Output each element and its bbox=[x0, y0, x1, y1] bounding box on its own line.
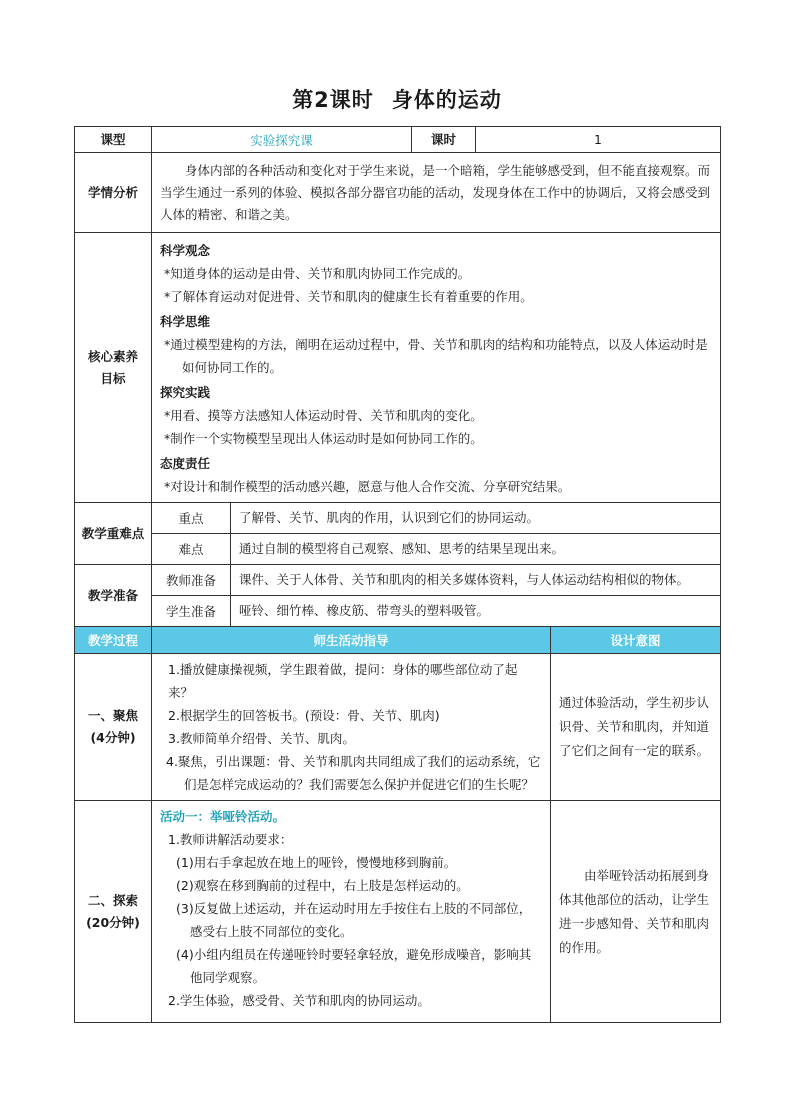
analysis-text: 身体内部的各种活动和变化对于学生来说，是一个暗箱，学生能够感受到，但不能直接观察。而当学生通过一系列的体验、模拟各部分器官功能的活动，发现身体在工作中的协调后，又将会感受到人体的精密、和谐之美。 bbox=[152, 153, 721, 233]
step-line: 3.教师简单介绍骨、关节、肌肉。 bbox=[168, 731, 355, 746]
process-header bbox=[75, 627, 721, 654]
step-line: 4.聚焦，引出课题：骨、关节和肌肉共同组成了我们的运动系统，它们是怎样完成运动的？我们需要怎么保护并促进它们的生长呢？ bbox=[166, 754, 541, 792]
process-header-col2: 师生活动指导 bbox=[152, 627, 551, 654]
focus-text: 了解骨、关节、肌肉的作用，认识到它们的协同运动。 bbox=[231, 503, 721, 534]
row-literacy bbox=[75, 233, 721, 503]
preparation-label: 教学准备 bbox=[75, 565, 152, 627]
sub-step: (1)用右手拿起放在地上的哑铃，慢慢地移到胸前。 bbox=[176, 855, 457, 870]
stage-name: 二、探索 bbox=[87, 892, 138, 908]
row-student-prep bbox=[75, 596, 721, 627]
student-prep-label: 学生准备 bbox=[152, 596, 231, 627]
step-line: 2.学生体验，感受骨、关节和肌肉的协同运动。 bbox=[168, 993, 430, 1008]
stage-content bbox=[152, 654, 551, 801]
lesson-topic: 身体的运动 bbox=[391, 88, 502, 112]
student-prep-text: 哑铃、细竹棒、橡皮筋、带弯头的塑料吸管。 bbox=[231, 596, 721, 627]
row-analysis bbox=[75, 153, 721, 233]
stage-label bbox=[75, 654, 152, 801]
teacher-prep-label: 教师准备 bbox=[152, 565, 231, 596]
row-difficulty bbox=[75, 534, 721, 565]
row-stage-explore bbox=[75, 801, 721, 1023]
lesson-type-label: 课型 bbox=[75, 127, 152, 153]
lesson-type-value: 实验探究课 bbox=[152, 127, 412, 153]
stage-intent: 通过体验活动，学生初步认识骨、关节和肌肉，并知道了它们之间有一定的联系。 bbox=[551, 654, 721, 801]
page-title bbox=[0, 84, 794, 114]
section-item: *了解体育运动对促进骨、关节和肌肉的健康生长有着重要的作用。 bbox=[164, 289, 533, 304]
section-title: 科学观念 bbox=[160, 243, 211, 258]
difficulty-label: 难点 bbox=[152, 534, 231, 565]
literacy-label-line1: 核心素养 bbox=[87, 348, 138, 364]
section-title: 科学思维 bbox=[160, 314, 211, 329]
literacy-label-line2: 目标 bbox=[100, 370, 126, 386]
process-header-col3: 设计意图 bbox=[551, 627, 721, 654]
row-lesson-type bbox=[75, 127, 721, 153]
section-title: 探究实践 bbox=[160, 385, 211, 400]
key-points-label: 教学重难点 bbox=[75, 503, 152, 565]
step-line: 1.播放健康操视频，学生跟着做，提问：身体的哪些部位动了起来？ bbox=[168, 662, 518, 700]
stage-content bbox=[152, 801, 551, 1023]
sub-step: (4)小组内组员在传递哑铃时要轻拿轻放，避免形成噪音，影响其他同学观察。 bbox=[176, 947, 532, 985]
sub-step: (3)反复做上述运动，并在运动时用左手按住右上肢的不同部位，感受右上肢不同部位的变化。 bbox=[176, 901, 532, 939]
process-header-col1: 教学过程 bbox=[75, 627, 152, 654]
analysis-label: 学情分析 bbox=[75, 153, 152, 233]
row-stage-focus bbox=[75, 654, 721, 801]
step-line: 1.教师讲解活动要求： bbox=[168, 832, 293, 847]
lesson-plan-table bbox=[74, 126, 721, 1023]
stage-intent: 由举哑铃活动拓展到身体其他部位的活动，让学生进一步感知骨、关节和肌肉的作用。 bbox=[551, 801, 721, 1023]
section-item: *制作一个实物模型呈现出人体运动时是如何协同工作的。 bbox=[164, 431, 483, 446]
focus-label: 重点 bbox=[152, 503, 231, 534]
teacher-prep-text: 课件、关于人体骨、关节和肌肉的相关多媒体资料，与人体运动结构相似的物体。 bbox=[231, 565, 721, 596]
step-line: 2.根据学生的回答板书。(预设：骨、关节、肌肉) bbox=[168, 708, 440, 723]
section-item: *用看、摸等方法感知人体运动时骨、关节和肌肉的变化。 bbox=[164, 408, 483, 423]
activity-title: 活动一：举哑铃活动。 bbox=[160, 809, 286, 824]
row-teacher-prep bbox=[75, 565, 721, 596]
class-hours-value: 1 bbox=[476, 127, 721, 153]
stage-time: (4分钟) bbox=[90, 730, 136, 745]
sub-step: (2)观察在移到胸前的过程中，右上肢是怎样运动的。 bbox=[176, 878, 469, 893]
section-item: *知道身体的运动是由骨、关节和肌肉协同工作完成的。 bbox=[164, 266, 471, 281]
row-focus bbox=[75, 503, 721, 534]
literacy-label bbox=[75, 233, 152, 503]
literacy-content bbox=[152, 233, 721, 503]
class-hours-label: 课时 bbox=[412, 127, 476, 153]
section-item: *通过模型建构的方法，阐明在运动过程中，骨、关节和肌肉的结构和功能特点，以及人体运动时是如何协同工作的。 bbox=[164, 337, 708, 375]
lesson-number: 第2课时 bbox=[292, 88, 374, 112]
difficulty-text: 通过自制的模型将自己观察、感知、思考的结果呈现出来。 bbox=[231, 534, 721, 565]
stage-time: (20分钟) bbox=[86, 914, 140, 930]
section-title: 态度责任 bbox=[160, 456, 211, 471]
stage-label bbox=[75, 801, 152, 1023]
stage-name: 一、聚焦 bbox=[87, 708, 138, 723]
section-item: *对设计和制作模型的活动感兴趣，愿意与他人合作交流、分享研究结果。 bbox=[164, 479, 571, 494]
